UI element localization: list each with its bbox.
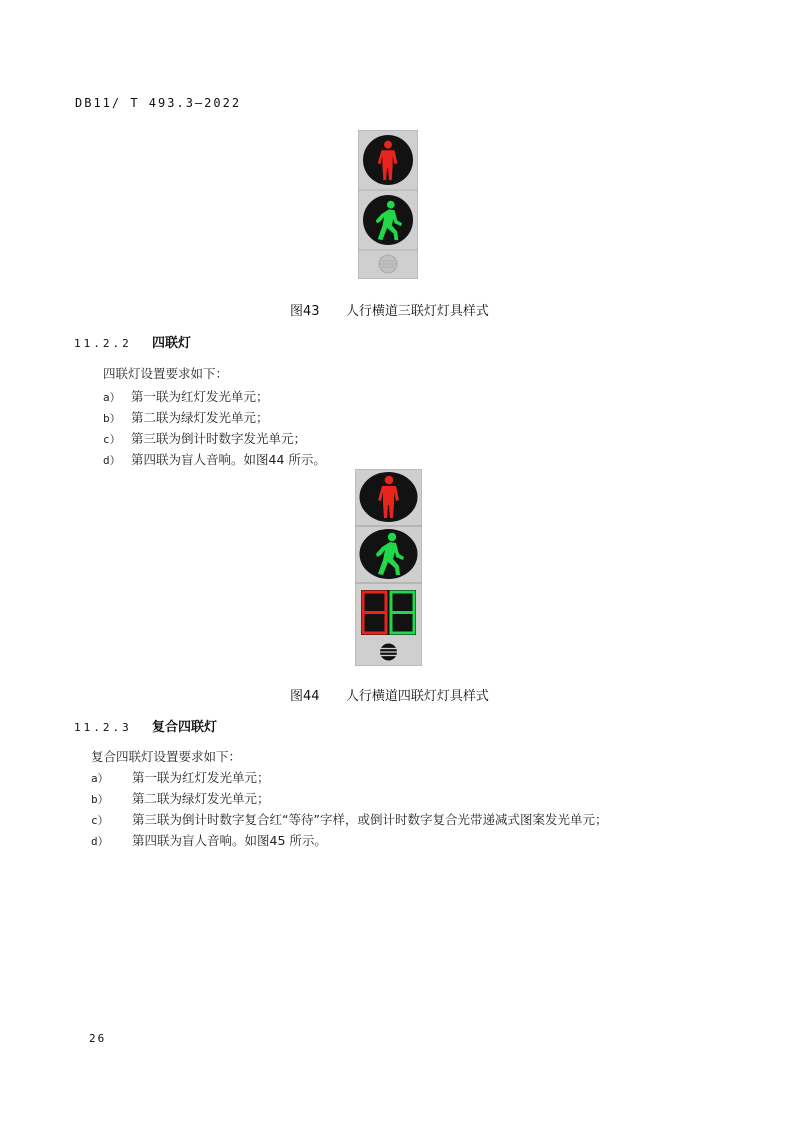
caption-number: 图43 xyxy=(290,304,320,319)
section-intro: 四联灯设置要求如下： xyxy=(103,366,229,381)
red-lamp xyxy=(360,472,418,522)
figure-44-caption xyxy=(290,685,489,704)
list-item: d） 第四联为盲人音响。如图44 所示。 xyxy=(103,452,326,467)
green-lamp xyxy=(360,529,418,579)
figure-43-signal xyxy=(358,130,418,279)
list-item: d） 第四联为盲人音响。如图45 所示。 xyxy=(91,833,327,848)
section-intro: 复合四联灯设置要求如下： xyxy=(91,749,242,764)
countdown-display-icon xyxy=(361,590,416,635)
green-lamp xyxy=(363,195,413,245)
list-item: b） 第二联为绿灯发光单元； xyxy=(103,410,269,425)
section-number: 11.2.2 xyxy=(74,337,132,350)
caption-title: 人行横道四联灯灯具样式 xyxy=(345,689,489,704)
figure-43-caption xyxy=(290,300,489,319)
red-lamp xyxy=(363,135,413,185)
section-title: 复合四联灯 xyxy=(151,720,217,735)
list-item: a） 第一联为红灯发光单元； xyxy=(103,389,269,404)
list-item: b） 第二联为绿灯发光单元； xyxy=(91,791,270,806)
section-number: 11.2.3 xyxy=(74,721,132,734)
list-item: a） 第一联为红灯发光单元； xyxy=(91,770,270,785)
caption-number: 图44 xyxy=(290,689,320,704)
section-title: 四联灯 xyxy=(151,336,191,351)
list-item: c） 第三联为倒计时数字复合红“等待”字样，或倒计时数字复合光带递减式图案发光单元； xyxy=(91,812,608,827)
document-code: DB11/ T 493.3—2022 xyxy=(75,96,242,110)
list-item: c） 第三联为倒计时数字发光单元； xyxy=(103,431,307,446)
figure-44-signal xyxy=(355,469,422,666)
speaker-grille-icon xyxy=(379,255,397,273)
speaker-grille-icon xyxy=(380,644,397,661)
caption-title: 人行横道三联灯灯具样式 xyxy=(345,304,489,319)
section-heading-11-2-3 xyxy=(74,716,217,735)
page-number: 26 xyxy=(89,1032,107,1045)
section-heading-11-2-2 xyxy=(74,332,191,351)
